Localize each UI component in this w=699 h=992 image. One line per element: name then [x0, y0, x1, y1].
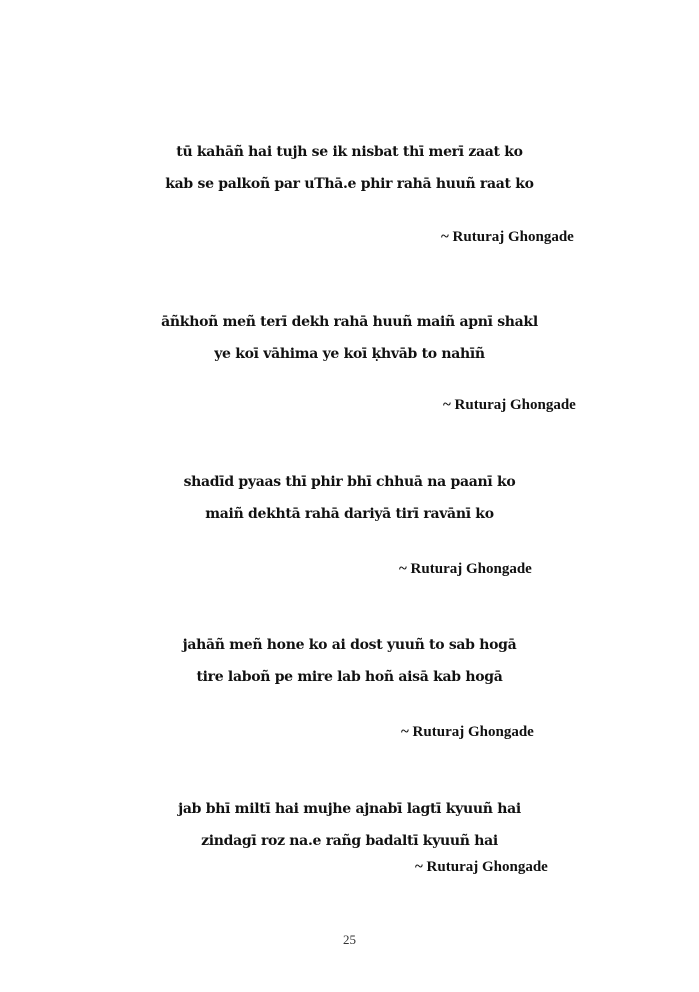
couplet-3-line-1: shadīd pyaas thī phir bhī chhuā na paanī ko: [183, 474, 516, 490]
couplet-5-line-2: zindagī roz na.e rañg badaltī kyuuñ hai: [201, 833, 498, 849]
couplet-3-line-2: maiñ dekhtā rahā dariyā tirī ravānī ko: [205, 506, 494, 522]
page-number: 25: [343, 932, 356, 947]
couplet-3-attribution: ~ Ruturaj Ghongade: [399, 561, 532, 577]
couplet-4: [0, 629, 699, 693]
couplet-1: [0, 136, 699, 200]
couplet-1-line-2: kab se palkoñ par uThā.e phir rahā huuñ raat ko: [165, 176, 534, 192]
couplet-2: [0, 306, 699, 370]
couplet-5-attribution: ~ Ruturaj Ghongade: [415, 859, 548, 875]
couplet-4-attribution: ~ Ruturaj Ghongade: [401, 724, 534, 740]
couplet-4-line-2: tire laboñ pe mire lab hoñ aisā kab hogā: [196, 669, 503, 685]
couplet-2-line-2: ye koī vāhima ye koī ḳhvāb to nahīñ: [214, 346, 485, 362]
couplet-4-line-1: jahāñ meñ hone ko ai dost yuuñ to sab hogā: [182, 637, 517, 653]
couplet-2-line-1: āñkhoñ meñ terī dekh rahā huuñ maiñ apnī shakl: [161, 314, 538, 330]
couplet-2-attribution: ~ Ruturaj Ghongade: [443, 397, 576, 413]
couplet-3: [0, 466, 699, 530]
couplet-5-line-1: jab bhī miltī hai mujhe ajnabī lagtī kyuuñ hai: [178, 801, 521, 817]
couplet-1-attribution: ~ Ruturaj Ghongade: [441, 229, 574, 245]
couplet-5: [0, 793, 699, 857]
couplet-1-line-1: tū kahāñ hai tujh se ik nisbat thī merī zaat ko: [176, 144, 523, 160]
